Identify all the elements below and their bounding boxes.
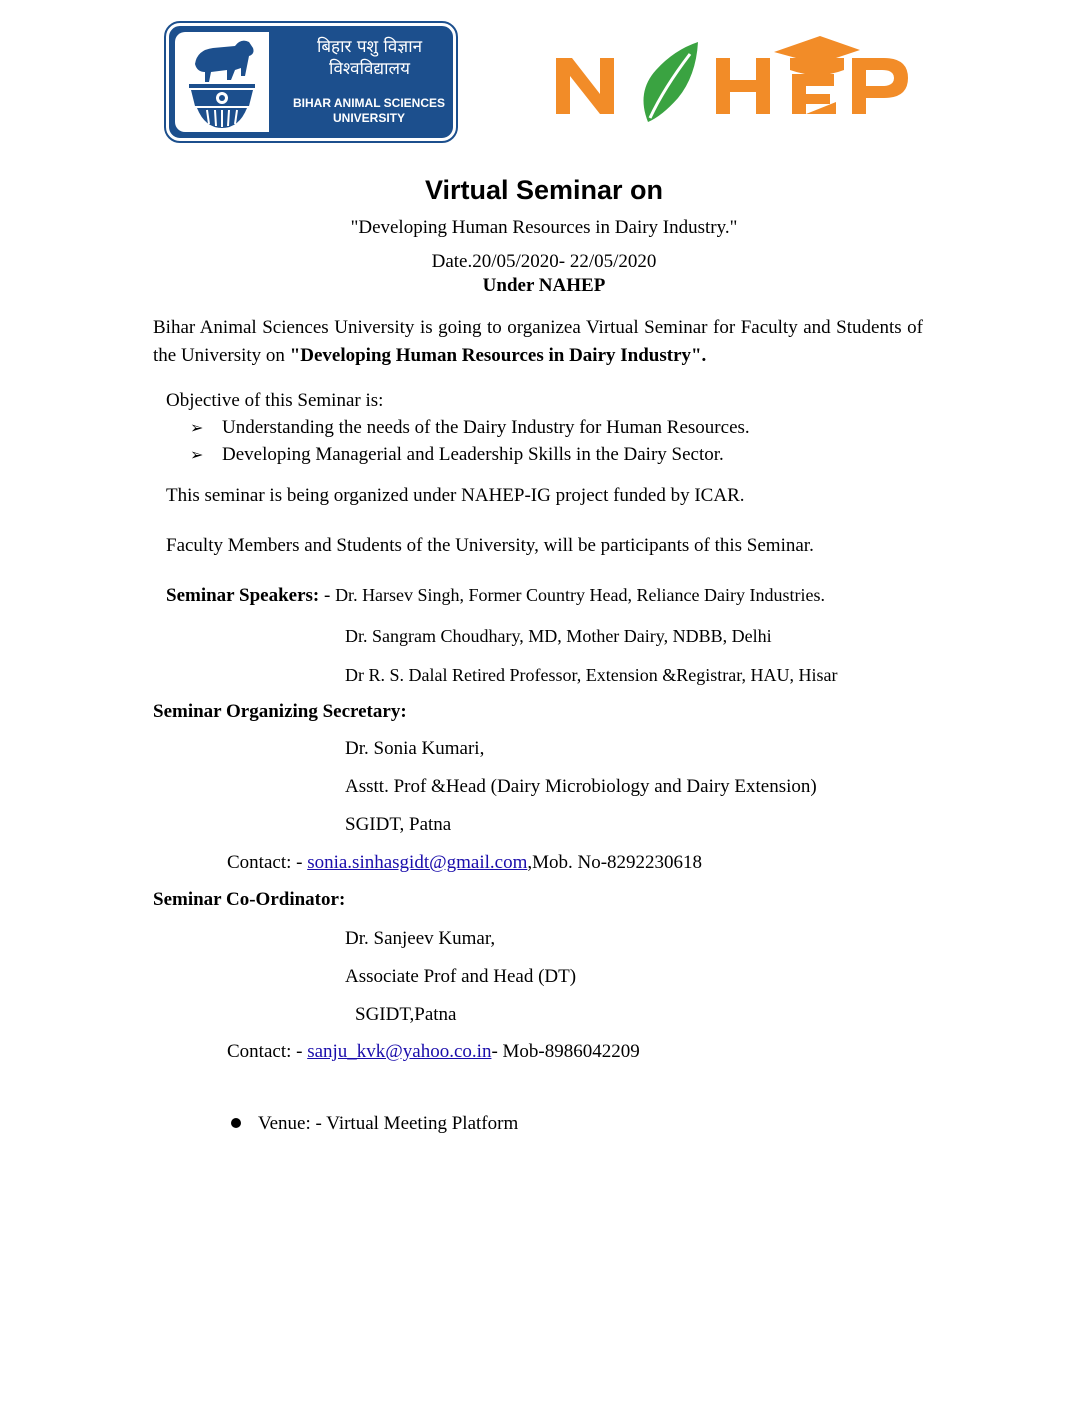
arrow-bullet-icon: ➢ xyxy=(190,418,204,437)
basu-hindi-name: बिहार पशु विज्ञान विश्वविद्यालय xyxy=(316,37,423,79)
venue: Venue: - Virtual Meeting Platform xyxy=(258,1113,519,1134)
basu-logo xyxy=(166,23,456,141)
secretary-place: SGIDT, Patna xyxy=(345,814,452,835)
secretary-designation: Asstt. Prof &Head (Dairy Microbiology and Dairy Extension) xyxy=(345,776,817,797)
coordinator-designation: Associate Prof and Head (DT) xyxy=(345,966,577,987)
arrow-bullet-icon: ➢ xyxy=(190,445,204,464)
coordinator-contact: Contact: - sanju_kvk@yahoo.co.in- Mob-8986042209 xyxy=(227,1041,640,1062)
under-nahep: Under NAHEP xyxy=(482,275,606,296)
coordinator-label: Seminar Co-Ordinator: xyxy=(153,889,346,910)
nahep-logo xyxy=(552,32,932,132)
speakers-label: Seminar Speakers: xyxy=(166,585,320,606)
page-title: Virtual Seminar on xyxy=(424,175,664,205)
seminar-date: Date.20/05/2020- 22/05/2020 xyxy=(431,251,657,272)
organizing-secretary-label: Seminar Organizing Secretary: xyxy=(153,701,407,722)
intro-topic: "Developing Human Resources in Dairy Industry". xyxy=(289,345,707,366)
seminar-subtitle: "Developing Human Resources in Dairy Industry." xyxy=(350,217,738,238)
coordinator-place: SGIDT,Patna xyxy=(355,1004,457,1025)
project-note: This seminar is being organized under NAHEP-IG project funded by ICAR. xyxy=(166,485,745,506)
coordinator-name: Dr. Sanjeev Kumar, xyxy=(345,928,496,949)
bullet-dot-icon xyxy=(231,1118,241,1128)
speakers-line: Seminar Speakers: - Dr. Harsev Singh, Former Country Head, Reliance Dairy Industries. xyxy=(166,585,825,606)
secretary-contact: Contact: - sonia.sinhasgidt@gmail.com,Mob. No-8292230618 xyxy=(227,852,703,873)
intro-paragraph xyxy=(153,314,923,370)
objectives-heading: Objective of this Seminar is: xyxy=(166,390,384,411)
objective-item: ➢ Understanding the needs of the Dairy Industry for Human Resources. xyxy=(190,417,750,438)
participants-note: Faculty Members and Students of the University, will be participants of this Seminar. xyxy=(166,535,814,556)
basu-english-name: BIHAR ANIMAL SCIENCES UNIVERSITY xyxy=(292,96,445,125)
coordinator-email-link[interactable]: sanju_kvk@yahoo.co.in xyxy=(307,1041,492,1062)
speaker-item: Dr R. S. Dalal Retired Professor, Extension &Registrar, HAU, Hisar xyxy=(345,665,838,685)
secretary-name: Dr. Sonia Kumari, xyxy=(345,738,485,759)
objective-item: ➢ Developing Managerial and Leadership Skills in the Dairy Sector. xyxy=(190,444,724,465)
emblem-icon xyxy=(175,32,269,132)
intro-text: Bihar Animal Sciences University is going to organizea Virtual Seminar for Faculty and Students of the University on xyxy=(153,317,923,366)
speaker-item: Dr. Sangram Choudhary, MD, Mother Dairy, NDBB, Delhi xyxy=(345,626,772,646)
speaker-item: Dr. Harsev Singh, Former Country Head, Reliance Dairy Industries. xyxy=(335,585,825,605)
secretary-email-link[interactable]: sonia.sinhasgidt@gmail.com xyxy=(307,852,528,873)
